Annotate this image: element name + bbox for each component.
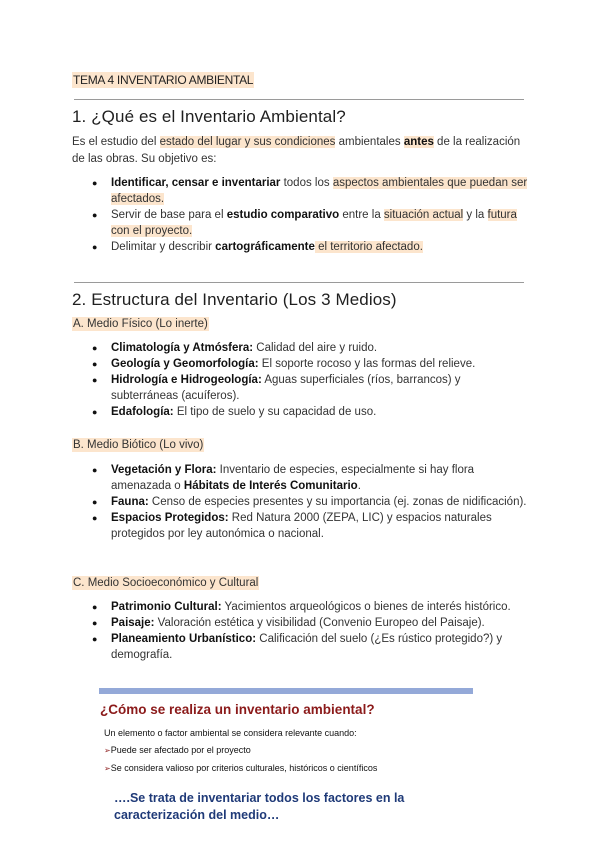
arrow-bullet-icon: ➢: [104, 764, 111, 773]
list-item: ● Edafología: El tipo de suelo y su capacidad de uso.: [92, 406, 377, 418]
bullet-icon: ●: [92, 407, 98, 417]
slide-intro-line: Un elemento o factor ambiental se considera relevante cuando:: [104, 728, 357, 738]
list-item: ● Patrimonio Cultural: Yacimientos arqueológicos o bienes de interés histórico.: [92, 601, 511, 613]
medio-biotico-label: B. Medio Biótico (Lo vivo): [73, 439, 204, 451]
medio-fisico-list: [88, 340, 528, 420]
tema-header: TEMA 4 INVENTARIO AMBIENTAL: [73, 73, 254, 87]
bullet-icon: ●: [92, 634, 98, 644]
medio-biotico-list: [88, 462, 528, 542]
list-item: ● Delimitar y describir cartográficamente el territorio afectado.: [92, 241, 423, 253]
medio-socioeconomico-list: [88, 599, 528, 663]
list-item: ● Geología y Geomorfología: El soporte rocoso y las formas del relieve.: [92, 358, 476, 370]
slide-criterion-1: ➢Puede ser afectado por el proyecto: [104, 745, 251, 755]
list-item: ● Espacios Protegidos: Red Natura 2000 (ZEPA, LIC) y espacios naturales protegidos por ley autonómica o nacional.: [92, 512, 492, 540]
bullet-icon: ●: [92, 618, 98, 628]
divider: [74, 99, 524, 100]
objectives-list: [88, 175, 528, 255]
bullet-icon: ●: [92, 178, 98, 188]
section-1-intro: Es el estudio del estado del lugar y sus condiciones ambientales antes de la realización de las obras. Su objetivo es:: [72, 136, 521, 165]
bullet-icon: ●: [92, 242, 98, 252]
bullet-icon: ●: [92, 602, 98, 612]
slide-criterion-2: ➢Se considera valioso por criterios culturales, históricos o científicos: [104, 763, 378, 773]
slide-top-bar: [99, 688, 473, 694]
medio-fisico-label: A. Medio Físico (Lo inerte): [73, 318, 208, 330]
arrow-bullet-icon: ➢: [104, 746, 111, 755]
bullet-icon: ●: [92, 513, 98, 523]
section-2-title: 2. Estructura del Inventario (Los 3 Medios): [72, 290, 397, 309]
list-item: ● Paisaje: Valoración estética y visibilidad (Convenio Europeo del Paisaje).: [92, 617, 485, 629]
list-item: ● Climatología y Atmósfera: Calidad del aire y ruido.: [92, 342, 378, 354]
list-item: ● Fauna: Censo de especies presentes y su importancia (ej. zonas de nidificación).: [92, 496, 527, 508]
bullet-icon: ●: [92, 359, 98, 369]
slide-title: ¿Cómo se realiza un inventario ambiental?: [100, 702, 375, 717]
list-item: ● Planeamiento Urbanístico: Calificación del suelo (¿Es rústico protegido?) y demografía.: [92, 633, 503, 661]
bullet-icon: ●: [92, 497, 98, 507]
slide-quote: ….Se trata de inventariar todos los factores en la caracterización del medio…: [114, 791, 405, 822]
section-1-title: 1. ¿Qué es el Inventario Ambiental?: [72, 107, 346, 126]
list-item: ● Hidrología e Hidrogeología: Aguas superficiales (ríos, barrancos) y subterráneas (acuíferos).: [92, 374, 461, 402]
bullet-icon: ●: [92, 343, 98, 353]
bullet-icon: ●: [92, 465, 98, 475]
list-item: ● Vegetación y Flora: Inventario de especies, especialmente si hay flora amenazada o Hábitats de Interés Comunitario.: [92, 464, 475, 492]
divider: [74, 282, 524, 283]
bullet-icon: ●: [92, 210, 98, 220]
bullet-icon: ●: [92, 375, 98, 385]
list-item: ● Servir de base para el estudio comparativo entre la situación actual y la futura con el proyecto.: [92, 209, 517, 237]
medio-socioeconomico-label: C. Medio Socioeconómico y Cultural: [73, 577, 259, 589]
list-item: ● Identificar, censar e inventariar todos los aspectos ambientales que puedan ser afectados.: [92, 177, 528, 205]
